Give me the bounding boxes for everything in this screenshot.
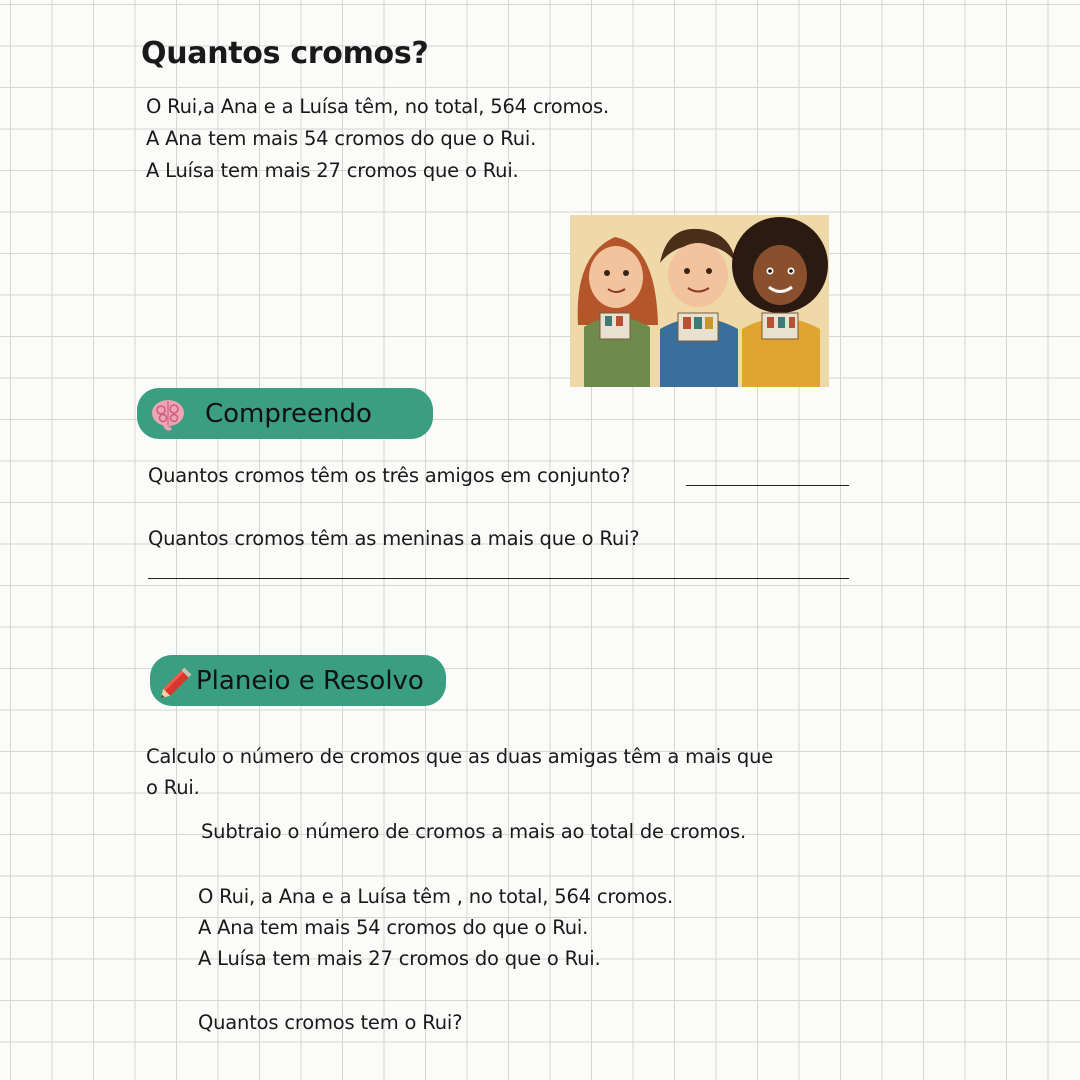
- three-children-holding-cards-icon: [570, 215, 829, 387]
- recap-line-2: A Ana tem mais 54 cromos do que o Rui.: [198, 916, 589, 939]
- page-title: Quantos cromos?: [141, 36, 429, 71]
- final-question: Quantos cromos tem o Rui?: [198, 1011, 463, 1034]
- step-1-line-1: Calculo o número de cromos que as duas amigas têm a mais que: [146, 745, 774, 768]
- answer-line-2[interactable]: [148, 578, 849, 579]
- problem-line-1: O Rui,a Ana e a Luísa têm, no total, 564 cromos.: [146, 95, 609, 118]
- recap-line-3: A Luísa tem mais 27 cromos do que o Rui.: [198, 947, 601, 970]
- compreendo-question-1: Quantos cromos têm os três amigos em conjunto?: [148, 464, 631, 487]
- problem-line-2: A Ana tem mais 54 cromos do que o Rui.: [146, 127, 537, 150]
- planeio-section-header: [150, 655, 446, 706]
- compreendo-question-2: Quantos cromos têm as meninas a mais que o Rui?: [148, 527, 640, 550]
- step-1-line-2: o Rui.: [146, 776, 200, 799]
- answer-line-1[interactable]: [686, 485, 849, 486]
- step-2: Subtraio o número de cromos a mais ao total de cromos.: [201, 820, 746, 843]
- compreendo-section-header: [137, 388, 433, 439]
- planeio-label: Planeio e Resolvo: [196, 665, 424, 696]
- problem-line-3: A Luísa tem mais 27 cromos que o Rui.: [146, 159, 519, 182]
- compreendo-label: Compreendo: [205, 398, 372, 429]
- pencil-icon: [158, 661, 198, 701]
- brain-icon: [149, 395, 187, 433]
- recap-line-1: O Rui, a Ana e a Luísa têm , no total, 564 cromos.: [198, 885, 673, 908]
- children-illustration: [570, 215, 829, 387]
